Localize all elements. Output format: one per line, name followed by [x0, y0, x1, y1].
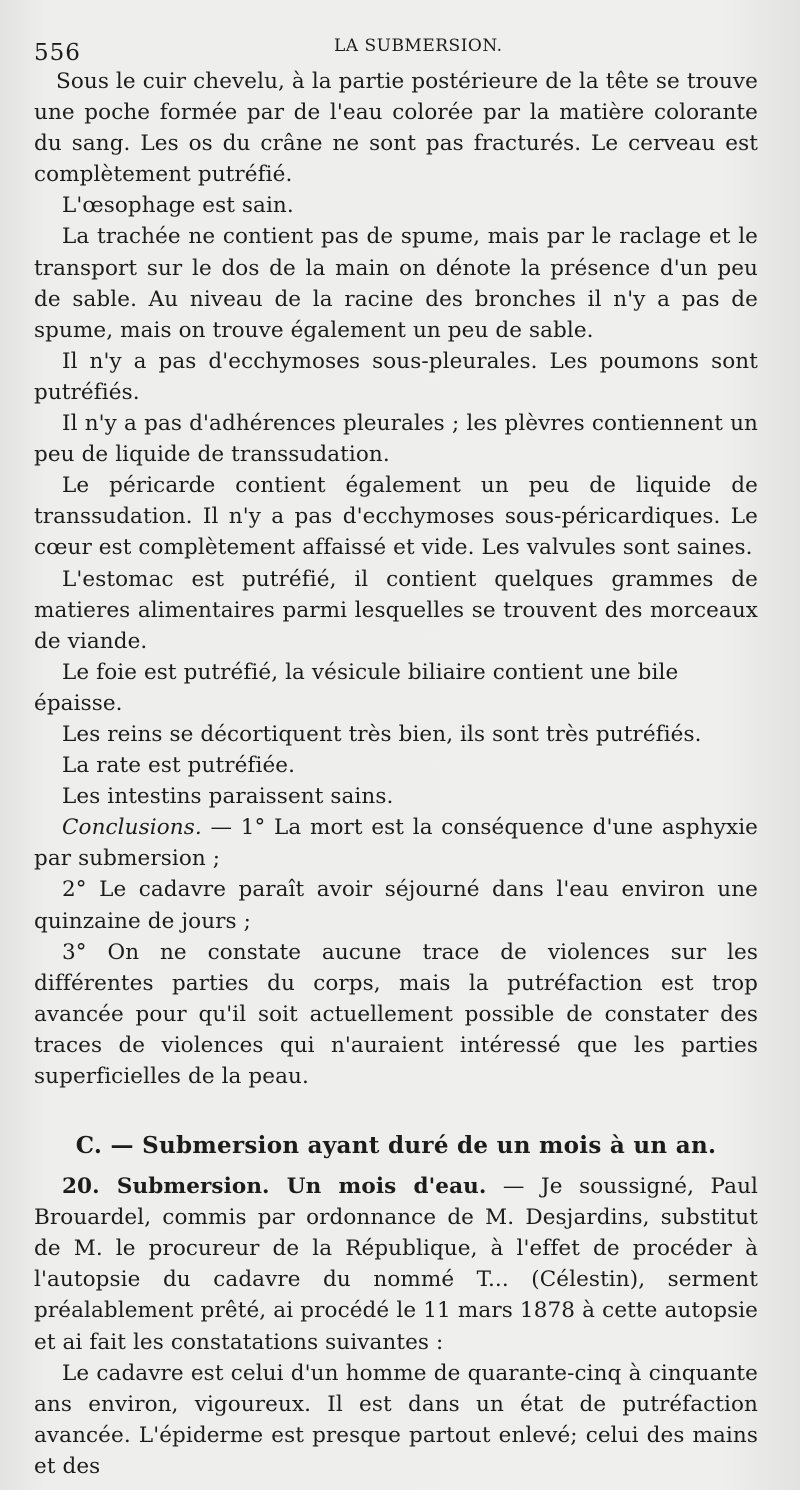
case-body: Le cadavre est celui d'un homme de quarante-cinq à cinquante ans environ, vigoureux. Il est dans un état de putréfaction avancée. L'épiderme est presque partout enlevé; celui des mains et des: [34, 1360, 758, 1479]
page-number: 556: [34, 40, 81, 66]
paragraph: L'estomac est putréfié, il contient quelques grammes de matieres alimentaires parmi lesquelles se trouvent des morceaux de viande.: [34, 566, 758, 654]
paragraph: La rate est putréfiée.: [62, 753, 296, 779]
case-paragraph: [34, 1171, 758, 1358]
conclusion-item-3: 3° On ne constate aucune trace de violences sur les différentes parties du corps, mais la putréfaction est trop avancée pour qu'il soit actuellement possible de constater des traces de violences qui n'auraient intéressé que les parties superficielles de la peau.: [34, 939, 758, 1089]
paragraph: Il n'y a pas d'ecchymoses sous-pleurales. Les poumons sont putréfiés.: [34, 348, 758, 405]
paragraph: L'œsophage est sain.: [62, 193, 294, 219]
paragraph: Il n'y a pas d'adhérences pleurales ; les plèvres contiennent un peu de liquide de transsudation.: [34, 411, 758, 468]
case-heading: 20. Submersion. Un mois d'eau.: [62, 1174, 487, 1200]
conclusion-item-1: — 1° La mort est la conséquence d'une asphyxie par submersion ;: [34, 815, 758, 872]
section-heading: C. — Submersion ayant duré de un mois à un an.: [75, 1132, 717, 1160]
running-head: [34, 26, 758, 66]
conclusion-item-2: 2° Le cadavre paraît avoir séjourné dans l'eau environ une quinzaine de jours ;: [34, 877, 758, 934]
paragraph: La trachée ne contient pas de spume, mais par le raclage et le transport sur le dos de la main on dénote la présence d'un peu de sable. Au niveau de la racine des bronches il n'y a pas de spume, mais on trouve également un peu de sable.: [34, 224, 758, 343]
case-intro: — Je soussigné, Paul Brouardel, commis par ordonnance de M. Desjardins, substitut de M. le procureur de la République, à l'effet de procéder à l'autopsie du cadavre du nommé T... (Célestin), serment préalablement prêté, ai procédé le 11 mars 1878 à cette autopsie et ai fait les constatations suivantes :: [34, 1174, 758, 1355]
paragraph: Les intestins paraissent sains.: [62, 784, 394, 810]
conclusions-label: Conclusions.: [62, 815, 202, 841]
paragraph: Sous le cuir chevelu, à la partie postérieure de la tête se trouve une poche formée par de l'eau colorée par la matière colorante du sang. Les os du crâne ne sont pas fracturés. Le cerveau est complètement putréfié.: [34, 69, 758, 188]
paragraph: Les reins se décortiquent très bien, ils sont très putréfiés.: [62, 721, 702, 747]
paragraph: Le foie est putréfié, la vésicule biliaire contient une bile épaisse.: [34, 659, 679, 716]
conclusion-paragraph: [34, 812, 758, 874]
paragraph: Le péricarde contient également un peu de liquide de transsudation. Il n'y a pas d'ecchymoses sous-péricardiques. Le cœur est complètement affaissé et vide. Les valvules sont saines.: [34, 473, 758, 561]
running-title: LA SUBMERSION.: [334, 36, 503, 56]
body-text: [34, 66, 758, 1482]
